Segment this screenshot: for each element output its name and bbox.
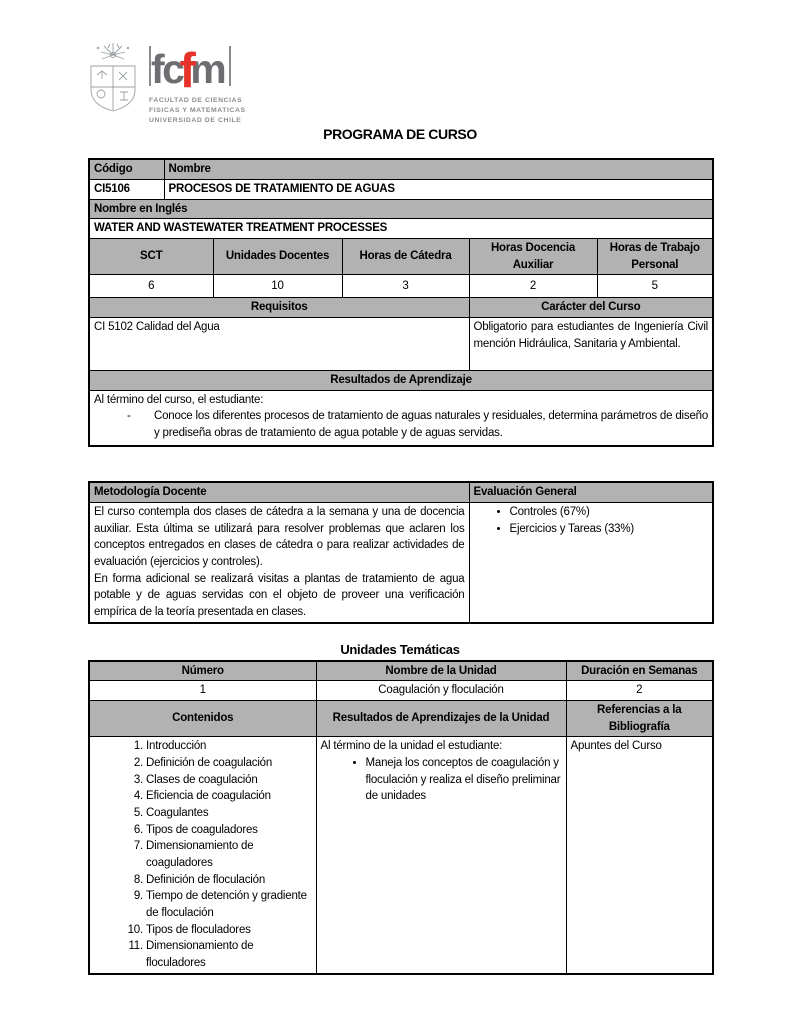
fcfm-wordmark — [149, 42, 246, 126]
nombre-ingles-value-cell: WATER AND WASTEWATER TREATMENT PROCESSES — [89, 219, 713, 239]
resultados-list — [94, 408, 708, 441]
horas-trabajo-personal-header-cell: Horas de Trabajo Personal — [597, 239, 713, 275]
contenido-item: 8. Definición de floculación — [146, 872, 312, 889]
evaluacion-item: • Controles (67%) — [510, 504, 709, 521]
course-info-table — [88, 158, 714, 447]
referencias-body-cell: Apuntes del Curso — [566, 737, 713, 974]
resultados-unidad-header-cell: Resultados de Aprendizajes de la Unidad — [316, 700, 566, 736]
contenido-item: 3. Clases de coagulación — [146, 772, 312, 789]
resultados-aprendizaje-body-cell — [89, 390, 713, 446]
contenido-item: 2. Definición de coagulación — [146, 755, 312, 772]
metodologia-paragraph-2: En forma adicional se realizará visitas a plantas de tratamiento de agua potable y de aguas servidas con el objeto de proveer una verificación empírica de la teoría presentada en clases. — [94, 572, 465, 618]
horas-catedra-header-cell: Horas de Cátedra — [342, 239, 469, 275]
contenidos-header-cell: Contenidos — [89, 700, 316, 736]
metodologia-body-cell — [89, 502, 469, 622]
numero-header-cell: Número — [89, 661, 316, 681]
contenido-item: 7. Dimensionamiento de coaguladores — [146, 838, 312, 871]
codigo-value-cell: CI5106 — [89, 179, 164, 199]
resultados-aprendizaje-header-cell: Resultados de Aprendizaje — [89, 371, 713, 391]
contenidos-list — [94, 738, 312, 971]
evaluacion-item: • Ejercicios y Tareas (33%) — [510, 521, 709, 538]
contenido-item: 4. Eficiencia de coagulación — [146, 788, 312, 805]
contenido-item: 1. Introducción — [146, 738, 312, 755]
nombre-value-cell: PROCESOS DE TRATAMIENTO DE AGUAS — [164, 179, 713, 199]
evaluacion-list — [474, 504, 709, 537]
codigo-header-cell: Código — [89, 159, 164, 179]
resultados-unidad-list — [321, 755, 562, 805]
horas-docencia-auxiliar-header-cell: Horas Docencia Auxiliar — [469, 239, 597, 275]
requisitos-value-cell: CI 5102 Calidad del Agua — [89, 318, 469, 371]
requisitos-header-cell: Requisitos — [89, 298, 469, 318]
contenido-item: 9. Tiempo de detención y gradiente de floculación — [146, 888, 312, 921]
wordmark-f-red: f — [179, 44, 194, 98]
page-title: PROGRAMA DE CURSO — [323, 126, 477, 142]
horas-trabajo-personal-value-cell: 5 — [597, 275, 713, 298]
contenido-item: 6. Tipos de coaguladores — [146, 822, 312, 839]
metodologia-paragraph-1: El curso contempla dos clases de cátedra a la semana y una de docencia auxiliar. Esta última se utilizará para resolver problemas que aclaren los conceptos entregados en clases de cátedra o para realizar actividades de evaluación (ejercicios y controles). — [94, 505, 465, 568]
horas-docencia-auxiliar-value-cell: 2 — [469, 275, 597, 298]
resultados-item: - Conoce los diferentes procesos de tratamiento de aguas naturales y residuales, determina parámetros de diseño y prediseña obras de tratamiento de agua potable y de aguas servidas. — [154, 408, 708, 441]
nombre-ingles-header-cell: Nombre en Inglés — [89, 199, 713, 219]
logo-subtext — [149, 96, 246, 126]
evaluacion-body-cell — [469, 502, 713, 622]
numero-value-cell: 1 — [89, 681, 316, 701]
unidades-tematicas-table — [88, 660, 714, 975]
resultados-unidad-body-cell — [316, 737, 566, 974]
logo-subtext-line3: UNIVERSIDAD DE CHILE — [149, 116, 242, 124]
metodologia-evaluacion-table — [88, 481, 714, 623]
university-crest-icon — [84, 42, 142, 118]
nombre-unidad-value-cell: Coagulación y floculación — [316, 681, 566, 701]
wordmark-m: m — [190, 46, 225, 92]
nombre-header-cell: Nombre — [164, 159, 713, 179]
wordmark-fc: fc — [151, 46, 183, 92]
sct-header-cell: SCT — [89, 239, 213, 275]
logo-subtext-line2: FISICAS Y MATEMATICAS — [149, 106, 246, 114]
unidades-tematicas-heading: Unidades Temáticas — [340, 641, 460, 657]
caracter-value-cell: Obligatorio para estudiantes de Ingeniería Civil mención Hidráulica, Sanitaria y Ambiental. — [469, 318, 713, 371]
evaluacion-header-cell: Evaluación General — [469, 482, 713, 502]
caracter-header-cell: Carácter del Curso — [469, 298, 713, 318]
logo-subtext-line1: FACULTAD DE CIENCIAS — [149, 97, 243, 104]
resultados-unidad-item: • Maneja los conceptos de coagulación y floculación y realiza el diseño preliminar de unidades — [366, 755, 562, 805]
metodologia-header-cell: Metodología Docente — [89, 482, 469, 502]
resultados-intro: Al término del curso, el estudiante: — [94, 393, 264, 406]
contenido-item: 11. Dimensionamiento de floculadores — [146, 938, 312, 971]
resultados-unidad-intro: Al término de la unidad el estudiante: — [320, 740, 503, 753]
unidades-docentes-header-cell: Unidades Docentes — [213, 239, 342, 275]
unidades-docentes-value-cell: 10 — [213, 275, 342, 298]
duracion-header-cell: Duración en Semanas — [566, 661, 713, 681]
fcfm-logo — [84, 42, 800, 124]
contenido-item: 10. Tipos de floculadores — [146, 922, 312, 939]
horas-catedra-value-cell: 3 — [342, 275, 469, 298]
referencias-header-cell: Referencias a la Bibliografía — [566, 700, 713, 736]
nombre-unidad-header-cell: Nombre de la Unidad — [316, 661, 566, 681]
sct-value-cell: 6 — [89, 275, 213, 298]
wordmark-right-bar — [229, 46, 231, 86]
contenido-item: 5. Coagulantes — [146, 805, 312, 822]
contenidos-body-cell — [89, 737, 316, 974]
duracion-value-cell: 2 — [566, 681, 713, 701]
